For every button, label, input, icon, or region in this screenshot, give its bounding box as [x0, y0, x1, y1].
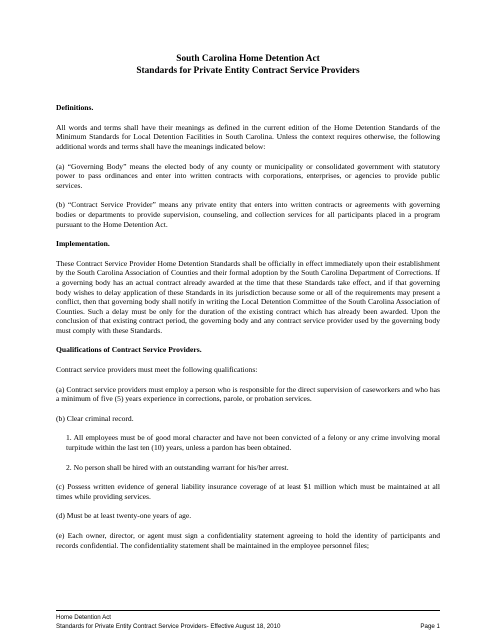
- footer-line-2: Standards for Private Entity Contract Service Providers- Effective August 18, 2010: [56, 623, 281, 630]
- document-body: [56, 54, 440, 560]
- title-line-2: Standards for Private Entity Contract Service Providers: [136, 65, 360, 76]
- page-footer: [56, 610, 440, 631]
- title-line-1: South Carolina Home Detention Act: [176, 54, 320, 64]
- qualification-c: (c) Possess written evidence of general liability insurance coverage of at least $1 million which must be maintained at all times while providing services.: [56, 482, 440, 501]
- qualification-a: (a) Contract service providers must employ a person who is responsible for the direct supervision of caseworkers and who has a minimum of five (5) years experience in corrections, parole, or probation services.: [56, 384, 440, 404]
- implementation-text: These Contract Service Provider Home Detention Standards shall be officially in effect immediately upon their establishment by the South Carolina Association of Counties and their formal adoption by the South Carolina Department of Corrections. If a governing body has an actual contract already awarded at the time that these Standards take effect, and if that governing body wishes to delay application of these Standards in its jurisdiction because some or all of the requirements may present a conflict, then that governing body shall notify in writing the Local Detention Committee of the South Carolina Association of Counties. Such a delay must be only for the duration of the existing contract which has already been awarded. Upon the conclusion of that existing contract period, the governing body and any contract service provider used by the governing body must comply with these Standards.: [56, 258, 440, 335]
- definition-a: (a) “Governing Body” means the elected body of any county or municipality or consolidated government with statutory power to pass ordinances and enter into written contracts with corporations, enterprises, or agencies to provide public services.: [56, 161, 440, 190]
- qualifications-heading: Qualifications of Contract Service Providers.: [56, 345, 202, 355]
- qualification-b: (b) Clear criminal record.: [56, 413, 134, 423]
- definition-b: (b) “Contract Service Provider” means any private entity that enters into written contracts or agreements with governing bodies or departments to provide supervision, counseling, and collection services for all participants placed in a program pursuant to the Home Detention Act.: [56, 200, 440, 229]
- qualification-b-1: 1. All employees must be of good moral character and have not been convicted of a felony or any crime involving moral turpitude within the last ten (10) years, unless a pardon has been obtained.: [66, 433, 440, 453]
- qualification-d: (d) Must be at least twenty-one years of age.: [56, 511, 192, 521]
- definitions-intro: All words and terms shall have their meanings as defined in the current edition of the Home Detention Standards of the Minimum Standards for Local Detention Facilities in South Carolina. Unless the context requires otherwise, the following additional words and terms shall have the meanings indicated below:: [56, 122, 440, 151]
- qualification-b-2: 2. No person shall be hired with an outstanding warrant for his/her arrest.: [66, 462, 289, 472]
- document-title: [56, 54, 440, 77]
- definitions-heading: Definitions.: [56, 103, 94, 113]
- qualifications-intro: Contract service providers must meet the following qualifications:: [56, 365, 258, 375]
- qualification-e: (e) Each owner, director, or agent must sign a confidentiality statement agreeing to hold the identity of participants and records confidential. The confidentiality statement shall be maintained in the employee personnel files;: [56, 531, 440, 550]
- footer-line-1: Home Detention Act: [56, 614, 112, 621]
- page-number: Page 1: [420, 623, 440, 630]
- implementation-heading: Implementation.: [56, 239, 110, 249]
